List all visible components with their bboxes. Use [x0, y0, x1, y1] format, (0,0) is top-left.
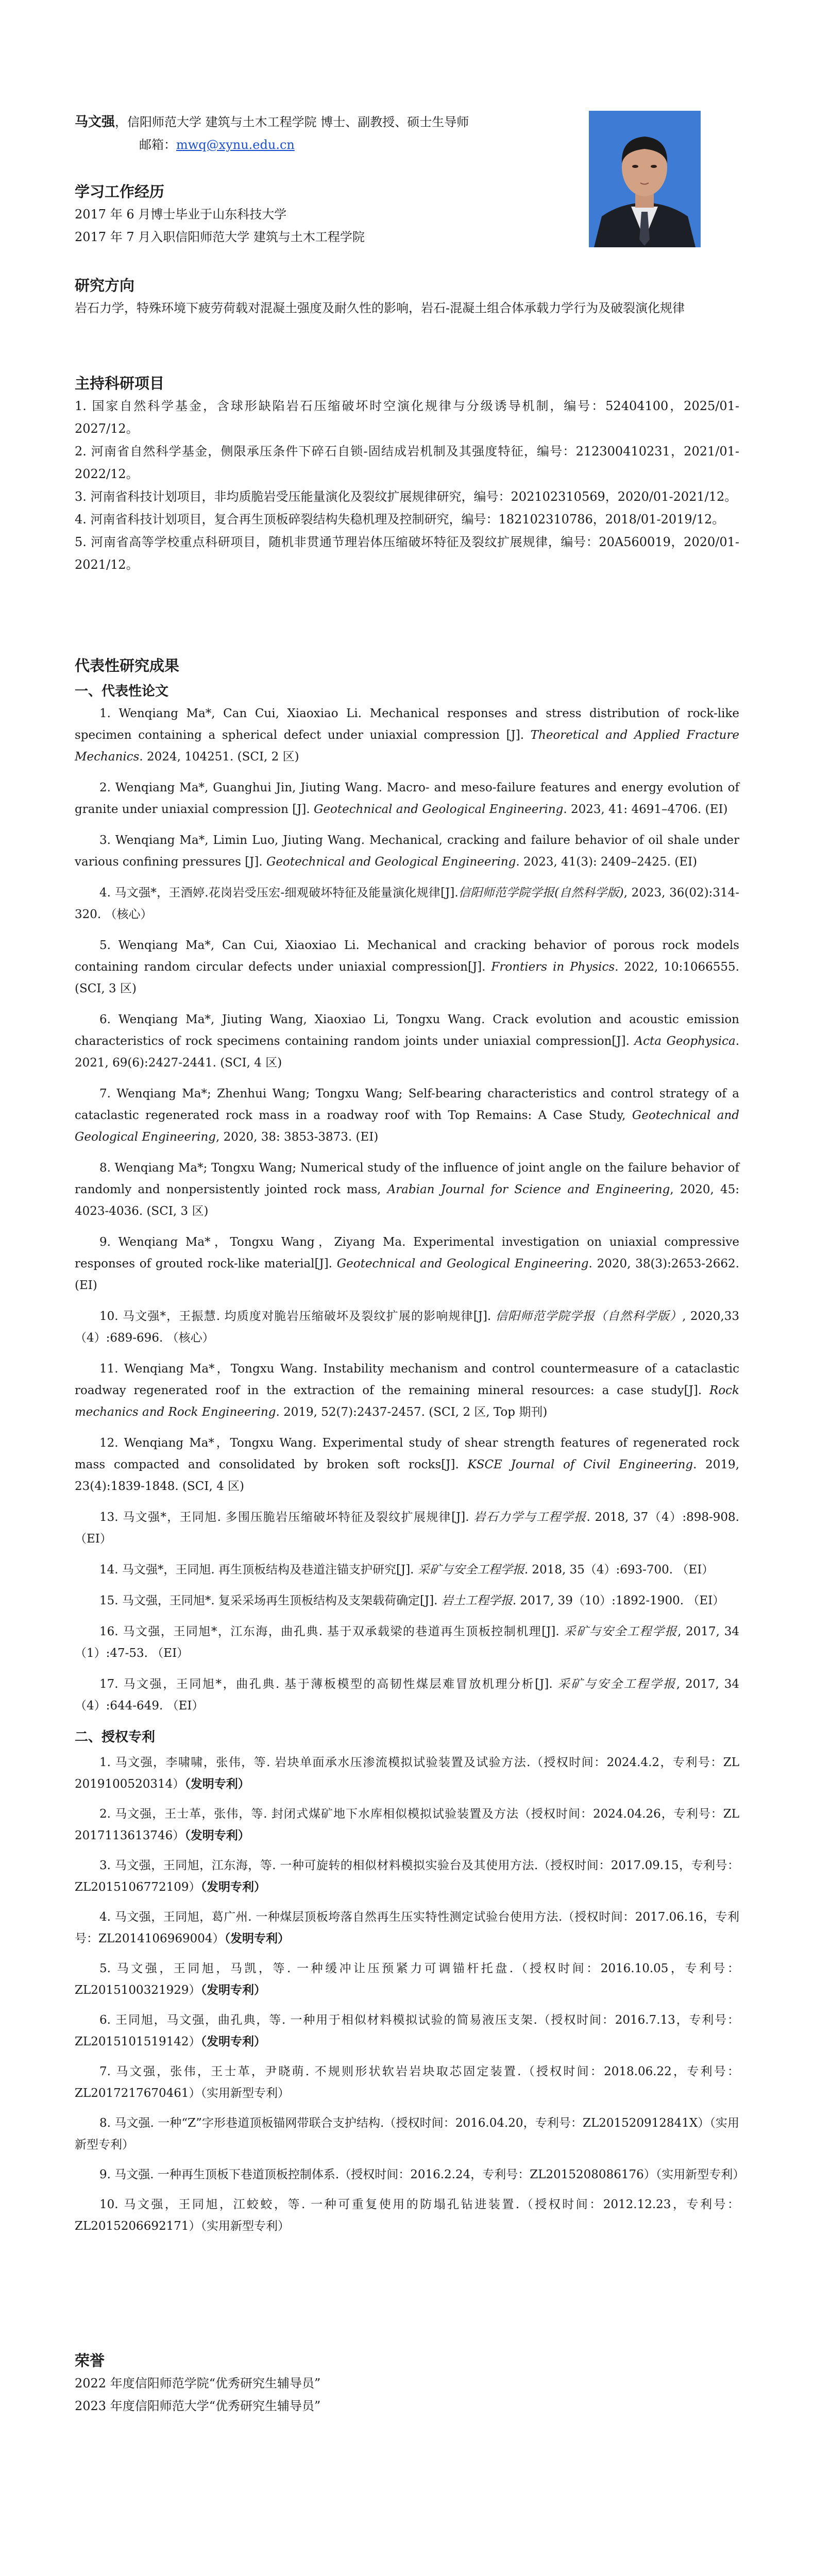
paper-journal: Acta Geophysica	[634, 1035, 736, 1048]
patent-item	[75, 1958, 739, 2001]
paper-details: . 2021, 69(6):2427-2441. (SCI, 4 区)	[75, 1035, 740, 1070]
paper-details: . 2024, 104251. (SCI, 2 区)	[139, 750, 299, 764]
paper-citation: 2. Wenqiang Ma*, Guanghui Jin, Jiuting Wang. Macro- and meso-failure features and energy evolution of granite under uniaxial compression [J].	[75, 781, 739, 816]
patent-item	[75, 2009, 739, 2053]
honor-item: 2023 年度信阳师范大学“优秀研究生辅导员”	[75, 2399, 321, 2413]
paper-details: , 2017, 34（1）:47-53. （EI）	[75, 1625, 739, 1660]
edu-section	[75, 180, 569, 248]
paper-details: . 2017, 39（10）:1892-1900. （EI）	[512, 1594, 725, 1607]
honors-title: 荣誉	[75, 2352, 105, 2369]
paper-journal: 采矿与安全工程学报	[417, 1563, 524, 1577]
paper-journal: Geotechnical and Geological Engineering	[336, 1257, 589, 1270]
paper-citation: 7. Wenqiang Ma*; Zhenhui Wang; Tongxu Wang; Self-bearing characteristics and control strategy of a cataclastic regenerated rock mass in a roadway roof with Top Remains: A Case Study,	[75, 1087, 739, 1122]
paper-item	[75, 777, 739, 820]
paper-citation: 9. Wenqiang Ma*，Tongxu Wang，Ziyang Ma. Experimental investigation on uniaxial compressive responses of grouted rock-like material[J].	[75, 1235, 739, 1270]
paper-item	[75, 1590, 739, 1612]
portrait-image	[589, 111, 701, 247]
affiliation: ，信阳师范大学 建筑与土木工程学院 博士、副教授、硕士生导师	[115, 115, 469, 129]
paper-item	[75, 1157, 739, 1222]
patent-type: （发明专利）	[184, 1777, 250, 1791]
patent-item	[75, 1752, 739, 1795]
patent-text: 1. 马文强，李啸啸，张伟，等. 岩块单面承水压渗流模拟试验装置及试验方法.（授权时间：2024.4.2，专利号：ZL 201910052031​4）	[75, 1756, 739, 1791]
paper-details: . 2023, 41: 4691–4706. (EI)	[563, 803, 728, 816]
patent-type: （发明专利）	[184, 1828, 250, 1842]
paper-details: . 2022, 10:1066555. (SCI, 3 区)	[75, 960, 739, 995]
paper-citation: 8. Wenqiang Ma*; Tongxu Wang; Numerical study of the influence of joint angle on the failure behavior of randomly and nonpersistently jointed rock mass,	[75, 1161, 739, 1196]
paper-journal: 采矿与安全工程学报	[564, 1625, 677, 1638]
paper-item	[75, 703, 739, 768]
patent-item	[75, 2164, 745, 2185]
paper-journal: Geotechnical and Geological Engineering	[75, 1109, 740, 1144]
patent-item	[75, 2061, 739, 2104]
project-item: 4. 河南省科技计划项目，复合再生顶板碎裂结构失稳机理及控制研究，编号：182102310786，2018/01-2019/12。	[75, 512, 725, 527]
paper-item	[75, 1231, 739, 1296]
paper-item	[75, 935, 739, 999]
patent-text: 10. 马文强，王同旭，江蛟蛟，等. 一种可重复使用的防塌孔钻进装置.（授权时间：2012.12.23，专利号：ZL2015206692171）（实用新型专利）	[75, 2198, 739, 2233]
profile-header	[75, 111, 538, 156]
papers-list	[75, 703, 739, 1717]
paper-item	[75, 1083, 739, 1148]
paper-journal: 岩土工程学报	[441, 1594, 513, 1607]
paper-details: , 2023, 36(02):314-320. （核心）	[75, 886, 739, 921]
edu-line: 2017 年 6 月博士毕业于山东科技大学	[75, 207, 287, 222]
paper-details: , 2017, 34（4）:644-649. （EI）	[75, 1677, 740, 1713]
portrait-photo	[589, 111, 701, 247]
paper-citation: 5. Wenqiang Ma*, Can Cui, Xiaoxiao Li. Mechanical and cracking behavior of porous rock models containing random circular defects under uniaxial compression[J].	[75, 939, 739, 974]
paper-item	[75, 882, 739, 925]
research-title: 研究方向	[75, 277, 135, 294]
edu-line: 2017 年 7 月入职信阳师范大学 建筑与土木工程学院	[75, 230, 365, 244]
paper-citation: 15. 马文强，王同旭*. 复采采场再生顶板结构及支架载荷确定[J].	[99, 1594, 442, 1607]
paper-citation: 1. Wenqiang Ma*, Can Cui, Xiaoxiao Li. Mechanical responses and stress distribution of rock-like specimen containing a spherical defect under uniaxial compression [J].	[75, 707, 739, 742]
project-item: 2. 河南省自然科学基金，侧限承压条件下碎石自锁-固结成岩机制及其强度特征，编号：212300410231，2021/01-2022/12。	[75, 444, 739, 481]
paper-journal: Frontiers in Physics	[491, 960, 615, 974]
honor-item: 2022 年度信阳师范学院“优秀研究生辅导员”	[75, 2376, 321, 2391]
patent-type: （发明专利）	[224, 1931, 290, 1945]
paper-citation: 6. Wenqiang Ma*, Jiuting Wang, Xiaoxiao Li, Tongxu Wang. Crack evolution and acoustic emission characteristics of rock specimens containing random joints under uniaxial compression[J].	[75, 1013, 739, 1048]
research-section	[75, 274, 739, 319]
project-item: 3. 河南省科技计划项目，非均质脆岩受压能量演化及裂纹扩展规律研究，编号：202102310569，2020/01-2021/12。	[75, 489, 737, 504]
patent-type: （发明专利）	[200, 2035, 266, 2048]
patent-text: 8. 马文强. 一种“Z”字形巷道顶板锚网带联合支护结构.（授权时间：2016.04.20，专利号：ZL2015209128​41X）（实用新型专利）	[75, 2116, 739, 2151]
paper-details: . 2019, 52(7):2437-2457. (SCI, 2 区, Top 期刊)	[276, 1405, 548, 1419]
paper-journal: Theoretical and Applied Fracture Mechanics	[75, 728, 739, 764]
paper-journal: Rock mechanics and Rock Engineering	[75, 1384, 739, 1419]
patent-text: 7. 马文强，张伟，王士革，尹晓萌. 不规则形状软岩岩块取芯固定装置.（授权时间：2018.06.22，专利号：ZL2017217670461）（实用新型专利）	[75, 2065, 739, 2100]
patent-item	[75, 1906, 739, 1950]
paper-journal: 岩石力学与工程学报	[473, 1511, 587, 1524]
paper-citation: 17. 马文强，王同旭*，曲孔典. 基于薄板模型的高韧性煤层难冒放机理分析[J].	[99, 1677, 558, 1691]
paper-journal: Geotechnical and Geological Engineering	[314, 803, 564, 816]
patent-text: 5. 马文强，王同旭，马凯，等. 一种缓冲让压预紧力可调锚杆托盘.（授权时间：2016.10.05，专利号：ZL2015100321929）	[75, 1962, 739, 1997]
results-title: 代表性研究成果	[75, 657, 180, 674]
paper-journal: 采矿与安全工程学报	[557, 1677, 676, 1691]
patent-item	[75, 2112, 739, 2156]
patent-text: 2. 马文强，王士革，张伟，等. 封闭式煤矿地下水库相似模拟试验装置及方法（授权时间：2024.04.26，专利号：ZL 2017113613746）	[75, 1807, 739, 1842]
paper-item	[75, 1506, 739, 1550]
paper-item	[75, 1559, 739, 1581]
paper-journal: 信阳师范学院学报(自然科学版)	[458, 886, 624, 900]
paper-details: , 2020, 38: 3853-3873. (EI)	[215, 1130, 379, 1144]
paper-citation: 12. Wenqiang Ma*，Tongxu Wang. Experimental study of shear strength features of regenerated rock mass compacted and consolidated by broken soft rocks[J].	[75, 1436, 739, 1471]
papers-title: 一、代表性论文	[75, 684, 169, 699]
patent-text: 9. 马文强. 一种再生顶板下巷道顶板控制体系.（授权时间：2016.2.24，专利号：ZL2015208086176）（实用新型专利）	[99, 2168, 745, 2181]
patent-type: （发明专利）	[200, 1880, 266, 1894]
person-name: 马文强	[75, 114, 115, 130]
paper-item	[75, 1009, 739, 1074]
paper-details: . 2023, 41(3): 2409–2425. (EI)	[516, 855, 698, 869]
paper-details: . 2020, 38(3):2653-2662. (EI)	[75, 1257, 739, 1292]
patents-title: 二、授权专利	[75, 1730, 156, 1745]
project-item: 1. 国家自然科学基金，含球形缺陷岩石压缩破坏时空演化规律与分级诱导机制，编号：52404100，2025/01-2027/12。	[75, 399, 739, 436]
projects-title: 主持科研项目	[75, 375, 165, 392]
paper-details: , 2020,33（4）:689-696. （核心）	[75, 1310, 740, 1345]
edu-title: 学习工作经历	[75, 183, 165, 200]
paper-details: . 2018, 35（4）:693-700. （EI）	[524, 1563, 714, 1577]
patent-text: 4. 马文强，王同旭，葛广州. 一种煤层顶板垮落自然再生压实特性测定试验台使用方法.（授权时间：2017.06.16，专利号：ZL2014106969004）	[75, 1910, 739, 1945]
paper-item	[75, 1358, 739, 1423]
honors-section	[75, 2349, 739, 2417]
paper-citation: 13. 马文强*，王同旭. 多围压脆岩压缩破坏特征及裂纹扩展规律[J].	[99, 1511, 474, 1524]
paper-journal: Geotechnical and Geological Engineering	[266, 855, 516, 869]
paper-citation: 11. Wenqiang Ma*，Tongxu Wang. Instability mechanism and control countermeasure of a cataclastic roadway regenerated roof in the extraction of the remaining mineral resources: a case study[J].	[75, 1362, 739, 1397]
paper-item	[75, 1621, 739, 1664]
paper-details: . 2019, 23(4):1839-1848. (SCI, 4 区)	[75, 1458, 740, 1493]
paper-citation: 3. Wenqiang Ma*, Limin Luo, Jiuting Wang. Mechanical, cracking and failure behavior of oil shale under various confining pressures [J].	[75, 834, 739, 869]
paper-citation: 4. 马文强*，王酒婷.花岗岩受压宏-细观破坏特征及能量演化规律[J].	[99, 886, 459, 900]
paper-item	[75, 1673, 739, 1717]
research-text: 岩石力学，特殊环境下疲劳荷载对混凝土强度及耐久性的影响，岩石-混凝土组合体承载力学行为及破裂演化规律	[75, 301, 685, 315]
paper-citation: 10. 马文强*，王振慧. 均质度对脆岩压缩破坏及裂纹扩展的影响规律[J].	[99, 1310, 496, 1323]
paper-journal: KSCE Journal of Civil Engineering	[467, 1458, 693, 1471]
paper-citation: 16. 马文强，王同旭*，江东海，曲孔典. 基于双承载梁的巷道再生顶板控制机理[J].	[99, 1625, 564, 1638]
patent-item	[75, 1803, 739, 1846]
paper-item	[75, 829, 739, 873]
paper-item	[75, 1306, 739, 1349]
email-label: 邮箱：	[139, 138, 176, 152]
project-item: 5. 河南省高等学校重点科研项目，随机非贯通节理岩体压缩破坏特征及裂纹扩展规律，编号：20A560019，2020/01-2021/12。	[75, 535, 739, 572]
paper-journal: Arabian Journal for Science and Engineering	[387, 1183, 670, 1196]
patent-item	[75, 2194, 739, 2237]
patent-type: （发明专利）	[200, 1983, 266, 1997]
paper-details: . 2018, 37（4）:898-908.（EI）	[75, 1511, 739, 1546]
paper-journal: 信阳师范学院学报（自然科学版）	[495, 1310, 683, 1323]
email-link[interactable]: mwq@xynu.edu.cn	[176, 138, 295, 152]
projects-section	[75, 372, 739, 576]
paper-citation: 14. 马文强*，王同旭. 再生顶板结构及巷道注锚支护研究[J].	[99, 1563, 418, 1577]
patent-text: 3. 马文强，王同旭，江东海，等. 一种可旋转的相似材料模拟实验台及其使用方法.（授权时间：2017.09.15，专利号：ZL2015106772109）	[75, 1859, 739, 1894]
patents-list	[75, 1752, 745, 2237]
results-section	[75, 654, 745, 2245]
paper-details: , 2020, 45: 4023-4036. (SCI, 3 区)	[75, 1183, 739, 1218]
patent-text: 6. 王同旭，马文强，曲孔典，等. 一种用于相似材料模拟试验的简易液压支架.（授权时间：2016.7.13，专利号：ZL2015101519142）	[75, 2013, 739, 2048]
patent-item	[75, 1855, 739, 1898]
paper-item	[75, 1432, 739, 1497]
